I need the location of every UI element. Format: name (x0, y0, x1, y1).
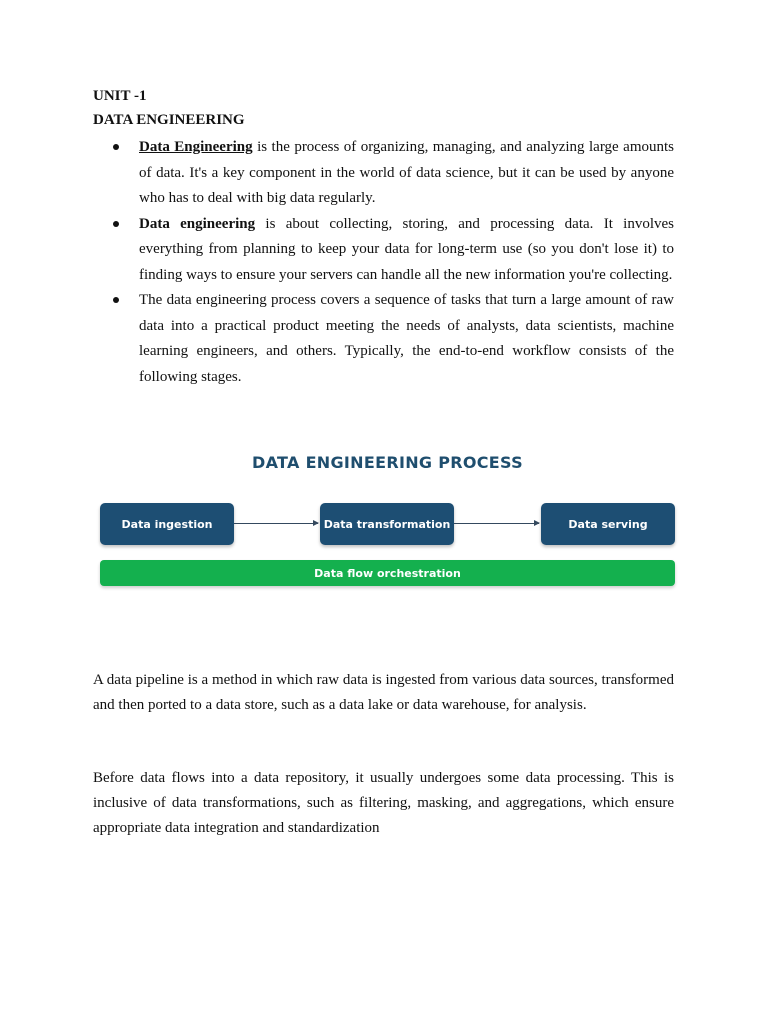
arrow-right-icon (454, 523, 539, 524)
section-title: DATA ENGINEERING (93, 112, 245, 128)
bullet-text: The data engineering process covers a sequence of tasks that turn a large amount of raw data into a practical product meeting the needs of analysts, data scientists, machine learning engineers, and others. Typically, the end-to-end workflow consists of the following stages. (139, 292, 674, 385)
paragraph: Before data flows into a data repository, it usually undergoes some data processing. This is inclusive of data transformations, such as filtering, masking, and aggregations, which ensure appropriate data integration and standardization (93, 770, 674, 836)
diagram-title: DATA ENGINEERING PROCESS (252, 453, 523, 472)
bullet-text: is the process of organizing, managing, and analyzing large amounts of data. It's a key component in the world of data science, but it can be used by anyone who has to deal with big data regularly. (139, 139, 674, 206)
bullet-text: is about collecting, storing, and processing data. It involves everything from planning to keep your data for long-term use (so you don't lose it) to finding ways to ensure your servers can handle all the new information you're collecting. (139, 215, 674, 283)
bullet-item (93, 212, 674, 289)
bullet-icon (113, 144, 119, 150)
bullet-term: Data engineering (139, 215, 256, 232)
bullet-icon (113, 221, 119, 227)
bullet-item (93, 288, 674, 390)
paragraph: A data pipeline is a method in which raw data is ingested from various data sources, transformed and then ported to a data store, such as a data lake or data warehouse, for analysis. (93, 672, 674, 713)
stage-data-serving: Data serving (541, 503, 675, 545)
process-diagram (95, 445, 680, 595)
unit-heading: UNIT -1 (93, 88, 147, 104)
stage-data-transformation: Data transformation (320, 503, 454, 545)
bullet-item (93, 135, 674, 212)
bullet-term: Data Engineering (139, 139, 253, 155)
arrow-right-icon (234, 523, 318, 524)
stage-data-ingestion: Data ingestion (100, 503, 234, 545)
bullet-icon (113, 297, 119, 303)
orchestration-bar: Data flow orchestration (100, 560, 675, 586)
bullet-list (93, 135, 674, 390)
